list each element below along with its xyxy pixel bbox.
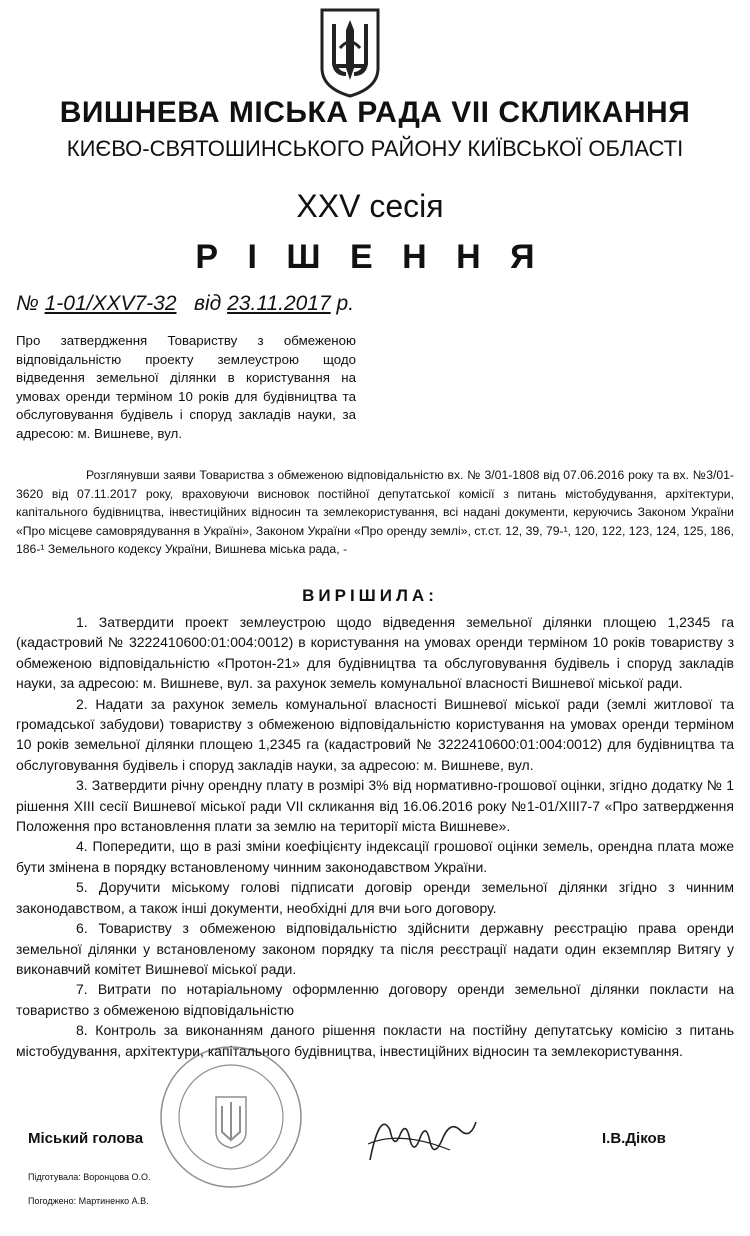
decision-items	[16, 612, 734, 1061]
list-item: 5. Доручити міському голові підписати договір оренди земельної ділянки згідно з чинним законодавством, а також інші документи, необхідні для вчи ього договору.	[16, 879, 734, 916]
document-type: Р І Ш Е Н Н Я	[195, 238, 545, 276]
prepared-by: Підготувала: Воронцова О.О.	[28, 1172, 151, 1182]
handwritten-signature-icon	[360, 1100, 480, 1170]
round-seal-stamp-icon	[156, 1042, 306, 1192]
year-suffix: р.	[336, 292, 355, 315]
list-item: 6. Товариству з обмеженою відповідальністю здійснити державну реєстрацію права оренди земельної ділянки у встановленому законом порядку та після реєстрації надати один екземпляр Витягу у виконавчий комітет Вишневої міської ради.	[16, 920, 734, 977]
list-item: 2. Надати за рахунок земель комунальної власності Вишневої міської ради (землі житлової та громадської забудови) товариству з обмеженою відповідальністю користування на умовах оренди терміном 10 років земельної ділянки площею 1,2345 га (кадастровий № 3222410600:01:004:0012) для будівництва та обслуговування будівель і споруд закладів науки, за адресою: м. Вишневе, вул.	[16, 695, 734, 773]
preamble	[16, 466, 734, 559]
decision-number-line	[16, 292, 354, 316]
from-label: від	[194, 292, 222, 315]
decision-number: 1-01/XXV7-32	[44, 292, 177, 315]
preamble-text: Розглянувши заяви Товариства з обмеженою відповідальністю вх. № 3/01-1808 від 07.06.2016 року та вх. №3/01-3620 від 07.11.2017 року, враховуючи висновок постійної депутатської комісії з питань містобудування, архітектури, капітального будівництва, інвестиційних відносин та землекористування, всі надані документи, керуючись Законом України «Про місцеве самоврядування в Україні», Законом України «Про оренду землі», ст.ст. 12, 39, 79-¹, 120, 122, 123, 124, 125, 186, 186-¹ Земельного кодексу України, Вишнева міська рада, -	[16, 468, 734, 557]
number-label: №	[16, 292, 39, 315]
head-name: І.В.Діков	[602, 1130, 666, 1147]
list-item: 3. Затвердити річну орендну плату в розмірі 3% від нормативно-грошової оцінки, згідно додатку № 1 рішення XIII сесії Вишневої міської ради VII скликання від 16.06.2016 року №1-01/XIII7-7 «Про затвердження Положення про встановлення плати за землю на території міста Вишневе».	[16, 777, 734, 835]
session-label: XXV сесія	[296, 188, 444, 224]
list-item: 1. Затвердити проект землеустрою щодо відведення земельної ділянки площею 1,2345 га (кадастровий № 3222410600:01:004:0012) в користування на умовах оренди терміном 10 років товариству з обмеженою відповідальністю «Протон-21» для будівництва та обслуговування будівель і споруд закладів науки, за адресою: м. Вишневе, вул. за рахунок земель комунальної власності Вишневої міської ради.	[16, 614, 734, 692]
decision-subject	[16, 332, 356, 444]
subject-text: Про затвердження Товариству з обмеженою відповідальністю проекту землеустрою щодо відведення земельної ділянки в користування на умовах оренди терміном 10 років для будівництва та обслуговування будівель і споруд закладів науки, за адресою: м. Вишневе, вул.	[16, 333, 356, 441]
trident-coat-of-arms-icon	[318, 6, 382, 98]
agreed-by: Погоджено: Мартиненко А.В.	[28, 1196, 149, 1206]
decision-date: 23.11.2017	[227, 292, 331, 315]
council-title: ВИШНЕВА МІСЬКА РАДА VII СКЛИКАННЯ	[59, 96, 691, 129]
list-item: 8. Контроль за виконанням даного рішення покласти на постійну депутатську комісію з питань містобудування, архітектури, капітального будівництва, інвестиційних відносин та землекористування.	[16, 1022, 734, 1059]
resolved-heading: ВИРІШИЛА:	[302, 586, 438, 605]
list-item: 4. Попередити, що в разі зміни коефіцієнту індексації грошової оцінки земель, орендна плата може бути змінена в порядку встановленому чинним законодавством України.	[16, 838, 734, 875]
council-subtitle: КИЄВО-СВЯТОШИНСЬКОГО РАЙОНУ КИЇВСЬКОЇ ОБЛАСТІ	[66, 136, 684, 161]
list-item: 7. Витрати по нотаріальному оформленню договору оренди земельної ділянки покласти на товариство з обмеженою відповідальністю	[16, 981, 734, 1018]
head-label: Міський голова	[28, 1130, 144, 1147]
